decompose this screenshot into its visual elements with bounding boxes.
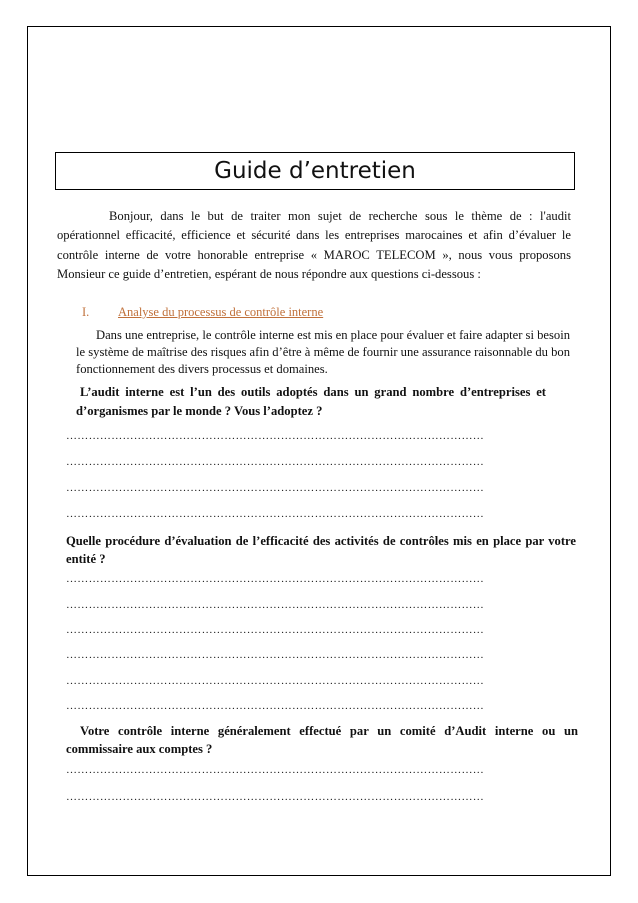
answer-line[interactable]: …………………………………………………………………………………………………: [66, 700, 485, 712]
question-1-text: L’audit interne est l’un des outils adoptés dans un grand nombre d’entreprises et d’organismes par le monde ? Vous l’adoptez ?: [76, 385, 546, 418]
section-paragraph: [76, 327, 570, 377]
section-number: I.: [82, 305, 90, 319]
section-paragraph-text: Dans une entreprise, le contrôle interne est mis en place pour évaluer et faire adapter si besoin le système de maîtrise des risques afin d’être à même de fournir une assurance raisonnable du bon fonctionnement des divers processus et domaines.: [76, 328, 570, 376]
answer-line[interactable]: …………………………………………………………………………………………………: [66, 764, 485, 776]
intro-text: Bonjour, dans le but de traiter mon sujet de recherche sous le thème de : l'audit opérationnel efficacité, efficience et sécurité dans les entreprises marocaines et afin d’évaluer le contrôle interne de votre honorable entreprise « MAROC TELECOM », nous vous proposons Monsieur ce guide d’entretien, espérant de nous répondre aux questions ci-dessous :: [57, 209, 571, 281]
question-2: [66, 532, 576, 568]
answer-line[interactable]: …………………………………………………………………………………………………: [66, 482, 485, 494]
answer-line[interactable]: …………………………………………………………………………………………………: [66, 675, 485, 687]
document-title: Guide d’entretien: [55, 152, 575, 190]
answer-line[interactable]: …………………………………………………………………………………………………: [66, 624, 485, 636]
answer-line[interactable]: …………………………………………………………………………………………………: [66, 649, 485, 661]
question-3-text: Votre contrôle interne généralement effectué par un comité d’Audit interne ou un commissaire aux comptes ?: [66, 724, 578, 756]
section-heading: [82, 305, 323, 320]
answer-line[interactable]: …………………………………………………………………………………………………: [66, 573, 485, 585]
answer-line[interactable]: …………………………………………………………………………………………………: [66, 430, 485, 442]
intro-paragraph: [57, 207, 571, 284]
question-1: [76, 383, 546, 421]
answer-line[interactable]: …………………………………………………………………………………………………: [66, 456, 485, 468]
section-heading-label: Analyse du processus de contrôle interne: [118, 305, 324, 319]
question-2-text: Quelle procédure d’évaluation de l’efficacité des activités de contrôles mis en place par votre entité ?: [66, 534, 576, 566]
answer-line[interactable]: …………………………………………………………………………………………………: [66, 791, 485, 803]
answer-line[interactable]: …………………………………………………………………………………………………: [66, 599, 485, 611]
answer-line[interactable]: …………………………………………………………………………………………………: [66, 508, 485, 520]
question-3: [66, 722, 578, 758]
